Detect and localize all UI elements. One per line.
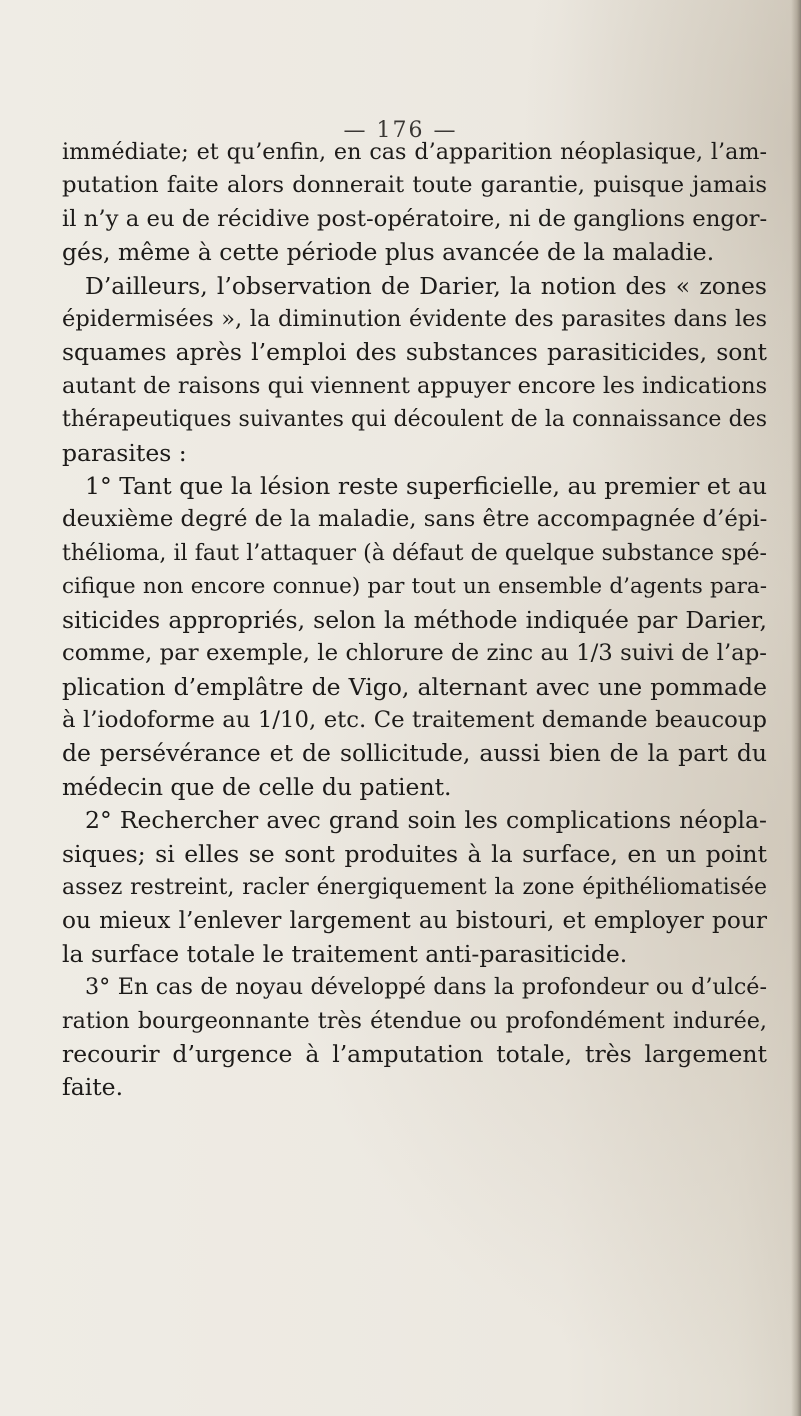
body-text: [62, 136, 767, 1105]
text-line: siticides appropriés, selon la méthode indiquée par Darier,: [62, 605, 767, 634]
text-line: assez restreint, racler énergiquement la zone épithéliomatisée: [62, 874, 767, 900]
text-line: cifique non encore connue) par tout un ensemble d’agents para-: [62, 574, 767, 600]
text-line: immédiate; et qu’enfin, en cas d’apparition néoplasique, l’am-: [62, 139, 767, 165]
text-line: gés, même à cette période plus avancée de la maladie.: [62, 238, 715, 267]
text-line: il n’y a eu de récidive post-opératoire, ni de ganglions engor-: [62, 205, 768, 232]
text-line: plication d’emplâtre de Vigo, alternant avec une pommade: [62, 672, 767, 701]
page-edge-shadow: [791, 0, 801, 1416]
text-line: faite.: [62, 1073, 124, 1102]
text-line: parasites :: [62, 438, 187, 467]
text-line: autant de raisons qui viennent appuyer encore les indications: [62, 372, 768, 399]
text-line: médecin que de celle du patient.: [62, 772, 452, 801]
text-line: la surface totale le traitement anti-parasiticide.: [62, 939, 628, 968]
text-line: squames après l’emploi des substances parasiticides, sont: [62, 338, 767, 367]
text-line: ration bourgeonnante très étendue ou profondément indurée,: [62, 1007, 767, 1034]
text-line: thélioma, il faut l’attaquer (à défaut de quelque substance spé-: [62, 540, 767, 566]
text-line: putation faite alors donnerait toute garantie, puisque jamais: [62, 172, 767, 199]
text-line: épidermisées », la diminution évidente des parasites dans les: [62, 306, 767, 333]
text-line: comme, par exemple, le chlorure de zinc au 1/3 suivi de l’ap-: [62, 640, 767, 667]
text-line: deuxième degré de la maladie, sans être accompagnée d’épi-: [62, 506, 768, 533]
text-line: D’ailleurs, l’observation de Darier, la notion des « zones: [85, 271, 767, 300]
text-line: à l’iodoforme au 1/10, etc. Ce traitement demande beaucoup: [62, 706, 767, 733]
text-line: de persévérance et de sollicitude, aussi bien de la part du: [62, 739, 767, 768]
text-line: siques; si elles se sont produites à la surface, en un point: [62, 839, 767, 868]
text-line: 1° Tant que la lésion reste superficielle, au premier et au: [85, 472, 767, 501]
text-line: thérapeutiques suivantes qui découlent de la connaissance des: [62, 407, 767, 433]
text-line: 2° Rechercher avec grand soin les complications néopla-: [85, 806, 767, 835]
text-line: ou mieux l’enlever largement au bistouri, et employer pour: [62, 907, 767, 935]
page-number: — 176 —: [343, 118, 458, 143]
text-line: 3° En cas de noyau développé dans la profondeur ou d’ulcé-: [85, 974, 767, 1001]
text-line: recourir d’urgence à l’amputation totale, très largement: [62, 1039, 767, 1068]
